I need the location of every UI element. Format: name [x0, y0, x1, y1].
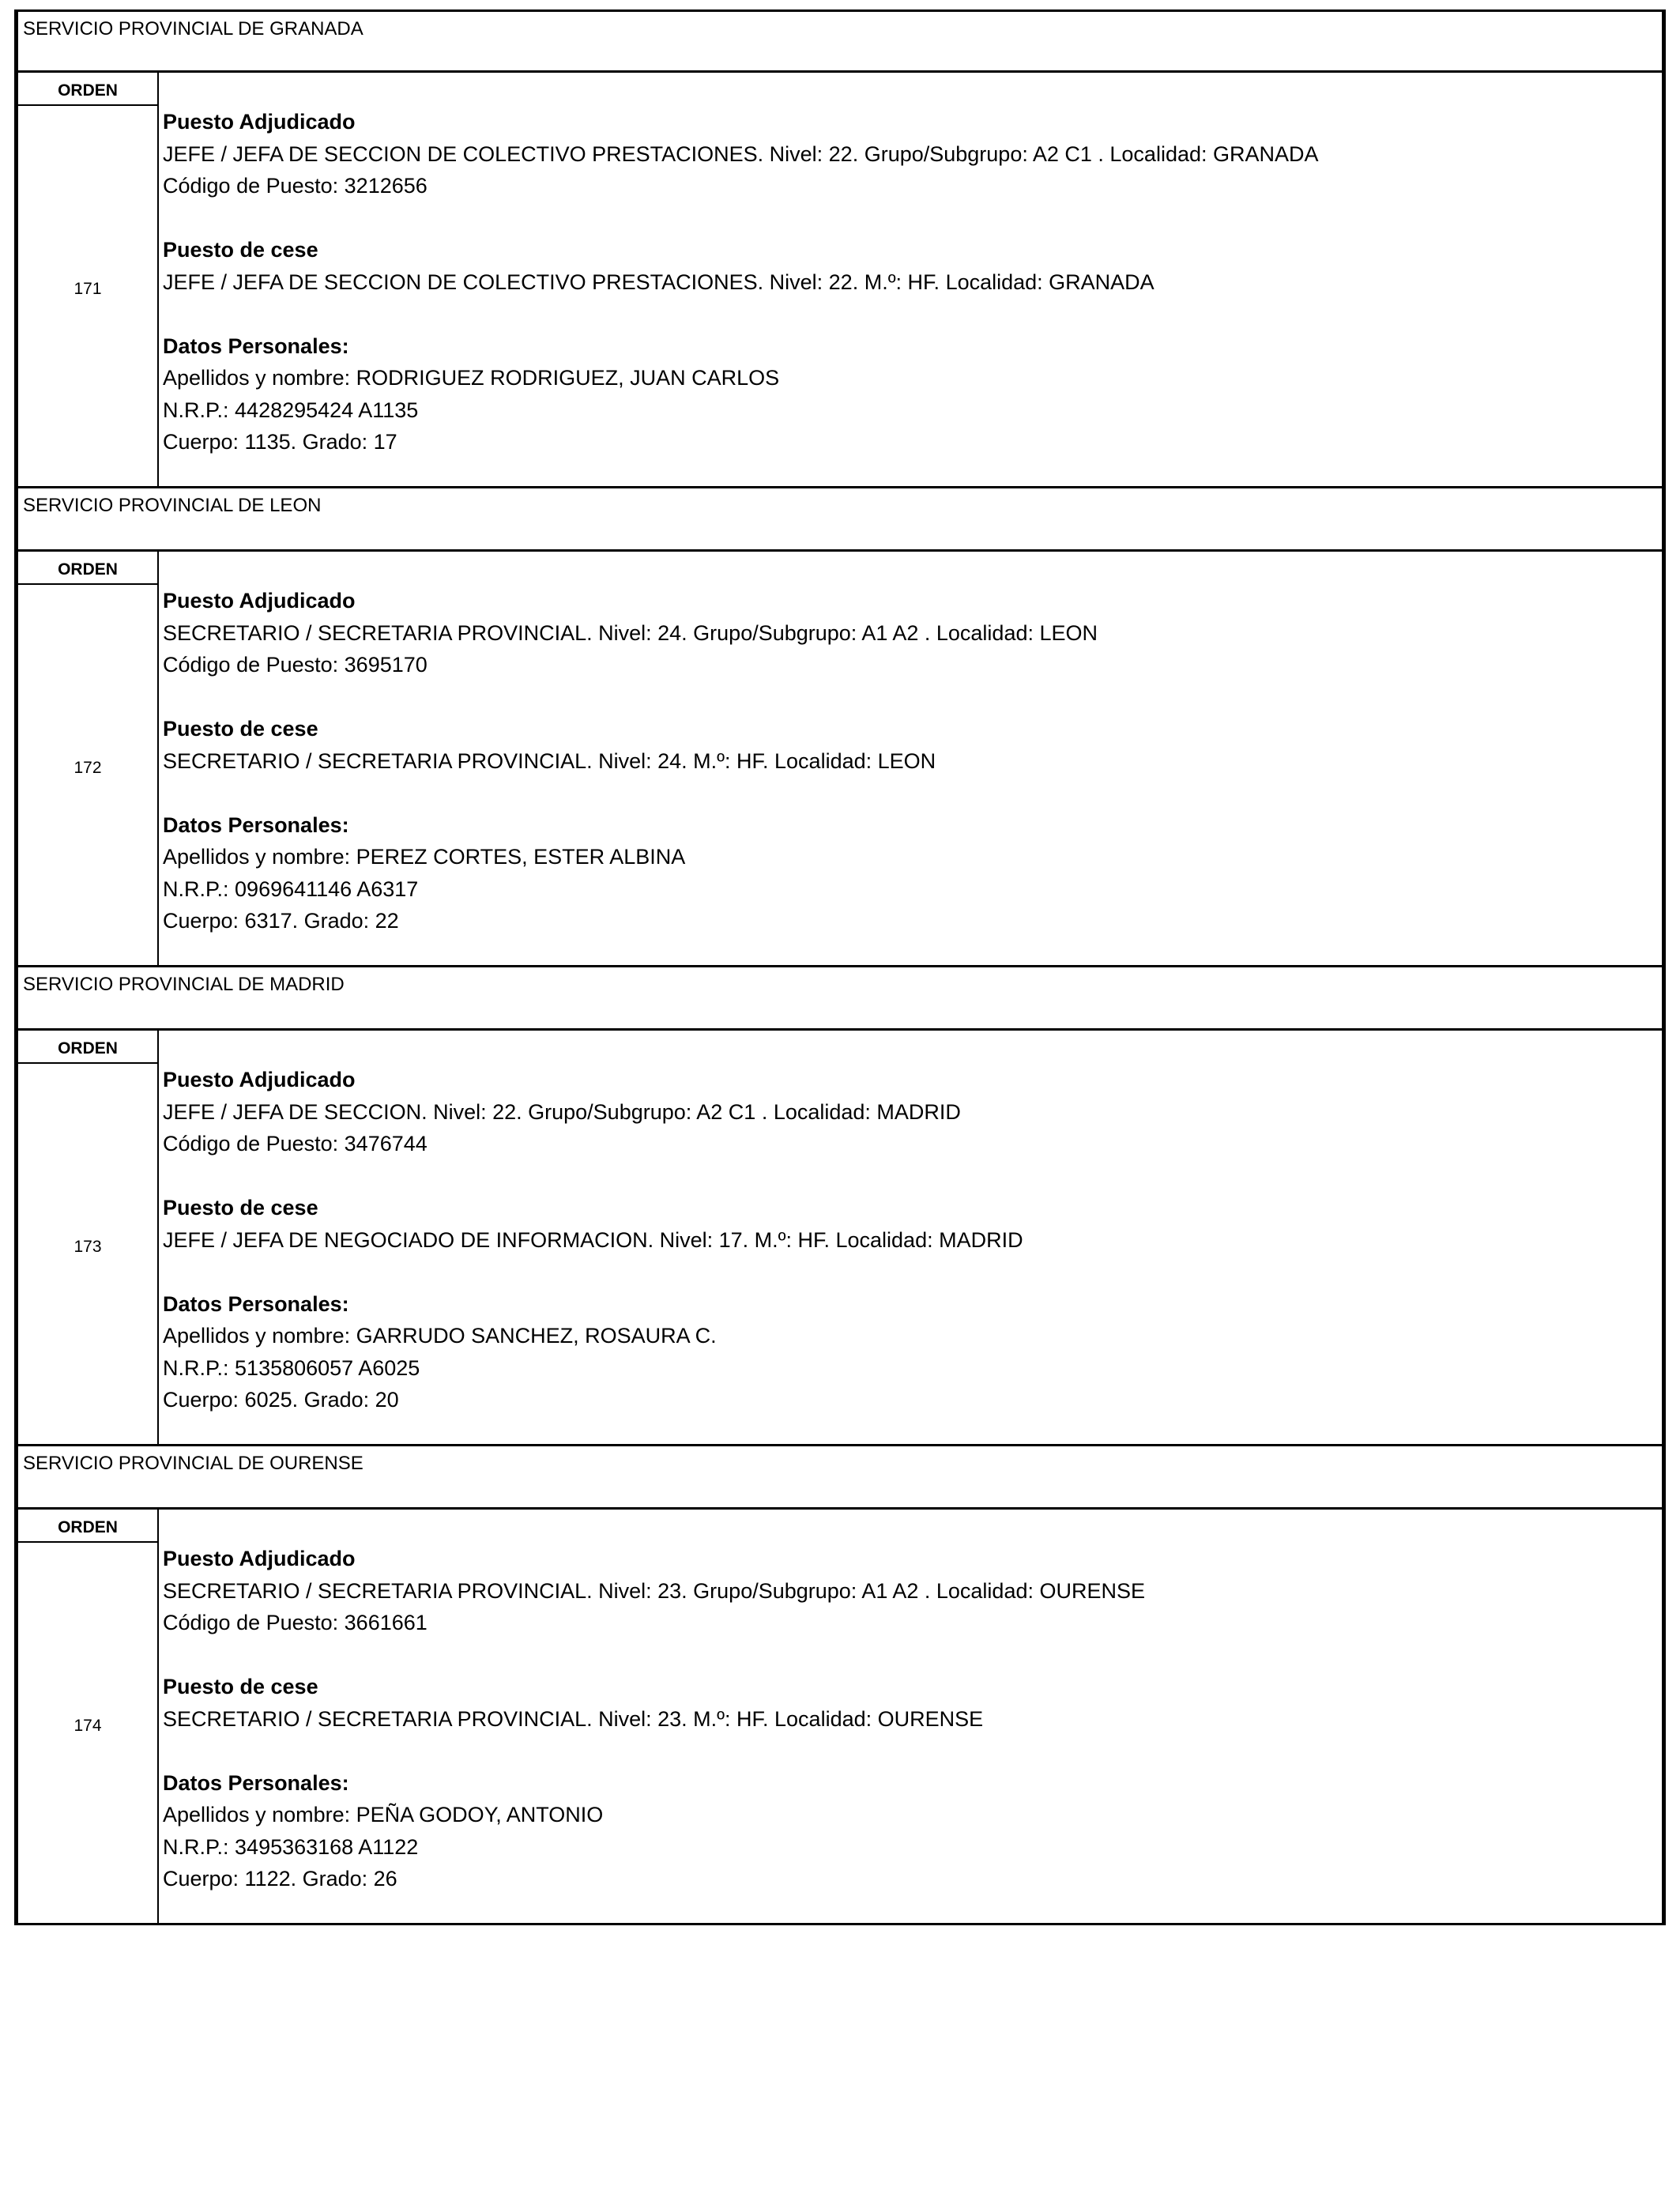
service-name: SERVICIO PROVINCIAL DE MADRID: [14, 967, 1666, 1031]
spacer: [163, 681, 1654, 714]
puesto-cese-desc: JEFE / JEFA DE NEGOCIADO DE INFORMACION. Nivel: 17. M.º: HF. Localidad: MADRID: [163, 1227, 1023, 1252]
datos-personales-heading: Datos Personales:: [163, 334, 349, 358]
orden-label: ORDEN: [18, 73, 157, 106]
service-section: [14, 488, 1666, 967]
spacer: [163, 1256, 1654, 1288]
entry-body: [14, 73, 1666, 488]
puesto-cese-desc: SECRETARIO / SECRETARIA PROVINCIAL. Nivel: 24. M.º: HF. Localidad: LEON: [163, 748, 936, 773]
datos-personales-heading: Datos Personales:: [163, 1291, 349, 1316]
orden-label: ORDEN: [18, 552, 157, 585]
cuerpo-grado: Cuerpo: 6317. Grado: 22: [163, 909, 399, 933]
resolution-table: [14, 9, 1666, 1925]
apellidos-nombre: Apellidos y nombre: PEREZ CORTES, ESTER ALBINA: [163, 845, 686, 869]
puesto-cese-desc: JEFE / JEFA DE SECCION DE COLECTIVO PRESTACIONES. Nivel: 22. M.º: HF. Localidad: GRANADA: [163, 270, 1155, 294]
puesto-cese-heading: Puesto de cese: [163, 717, 318, 741]
cuerpo-grado: Cuerpo: 1135. Grado: 17: [163, 430, 397, 454]
orden-label: ORDEN: [18, 1510, 157, 1543]
puesto-cese-heading: Puesto de cese: [163, 1675, 318, 1698]
apellidos-nombre: Apellidos y nombre: GARRUDO SANCHEZ, ROSAURA C.: [163, 1324, 717, 1348]
puesto-adjudicado-desc: SECRETARIO / SECRETARIA PROVINCIAL. Nivel: 24. Grupo/Subgrupo: A1 A2 . Localidad: LEON: [163, 620, 1098, 645]
datos-personales-heading: Datos Personales:: [163, 812, 349, 837]
puesto-adjudicado-heading: Puesto Adjudicado: [163, 589, 356, 613]
codigo-puesto: Código de Puesto: 3476744: [163, 1132, 428, 1155]
codigo-puesto: Código de Puesto: 3695170: [163, 653, 428, 677]
apellidos-nombre: Apellidos y nombre: RODRIGUEZ RODRIGUEZ, JUAN CARLOS: [163, 366, 780, 390]
orden-column: [18, 552, 159, 965]
codigo-puesto: Código de Puesto: 3212656: [163, 174, 428, 198]
entry-body: [14, 552, 1666, 967]
puesto-cese-desc: SECRETARIO / SECRETARIA PROVINCIAL. Nivel: 23. M.º: HF. Localidad: OURENSE: [163, 1706, 984, 1731]
nrp: N.R.P.: 5135806057 A6025: [163, 1355, 420, 1380]
datos-personales-heading: Datos Personales:: [163, 1770, 349, 1795]
spacer: [163, 1639, 1654, 1672]
orden-column: [18, 1510, 159, 1923]
service-name: SERVICIO PROVINCIAL DE OURENSE: [14, 1446, 1666, 1510]
puesto-adjudicado-desc: SECRETARIO / SECRETARIA PROVINCIAL. Nivel: 23. Grupo/Subgrupo: A1 A2 . Localidad: OURENSE: [163, 1578, 1146, 1603]
service-section: [14, 1446, 1666, 1925]
entry-detail: [163, 1543, 1654, 1895]
orden-number: 173: [73, 1238, 102, 1256]
puesto-adjudicado-desc: JEFE / JEFA DE SECCION. Nivel: 22. Grupo/Subgrupo: A2 C1 . Localidad: MADRID: [163, 1099, 961, 1124]
apellidos-nombre: Apellidos y nombre: PEÑA GODOY, ANTONIO: [163, 1803, 604, 1826]
puesto-adjudicado-heading: Puesto Adjudicado: [163, 110, 356, 134]
cuerpo-grado: Cuerpo: 1122. Grado: 26: [163, 1867, 397, 1891]
spacer: [163, 298, 1654, 330]
service-section: [14, 9, 1666, 488]
orden-number: 171: [73, 280, 102, 298]
entry-detail: [163, 1064, 1654, 1416]
cuerpo-grado: Cuerpo: 6025. Grado: 20: [163, 1388, 399, 1412]
orden-column: [18, 73, 159, 486]
spacer: [163, 202, 1654, 235]
puesto-cese-heading: Puesto de cese: [163, 1196, 318, 1220]
spacer: [163, 1160, 1654, 1193]
entry-body: [14, 1510, 1666, 1925]
service-name: SERVICIO PROVINCIAL DE GRANADA: [14, 9, 1666, 73]
orden-label: ORDEN: [18, 1031, 157, 1064]
orden-number: 172: [73, 759, 102, 777]
service-section: [14, 967, 1666, 1446]
nrp: N.R.P.: 4428295424 A1135: [163, 398, 419, 422]
codigo-puesto: Código de Puesto: 3661661: [163, 1611, 428, 1634]
entry-body: [14, 1031, 1666, 1446]
puesto-cese-heading: Puesto de cese: [163, 238, 318, 262]
orden-number: 174: [73, 1717, 102, 1735]
service-name: SERVICIO PROVINCIAL DE LEON: [14, 488, 1666, 552]
entry-detail: [163, 106, 1654, 458]
spacer: [163, 777, 1654, 809]
puesto-adjudicado-heading: Puesto Adjudicado: [163, 1547, 356, 1570]
orden-column: [18, 1031, 159, 1444]
spacer: [163, 1735, 1654, 1767]
puesto-adjudicado-desc: JEFE / JEFA DE SECCION DE COLECTIVO PRESTACIONES. Nivel: 22. Grupo/Subgrupo: A2 C1 . Localidad: GRANADA: [163, 141, 1319, 166]
nrp: N.R.P.: 0969641146 A6317: [163, 876, 419, 901]
puesto-adjudicado-heading: Puesto Adjudicado: [163, 1068, 356, 1091]
nrp: N.R.P.: 3495363168 A1122: [163, 1834, 419, 1859]
entry-detail: [163, 585, 1654, 937]
